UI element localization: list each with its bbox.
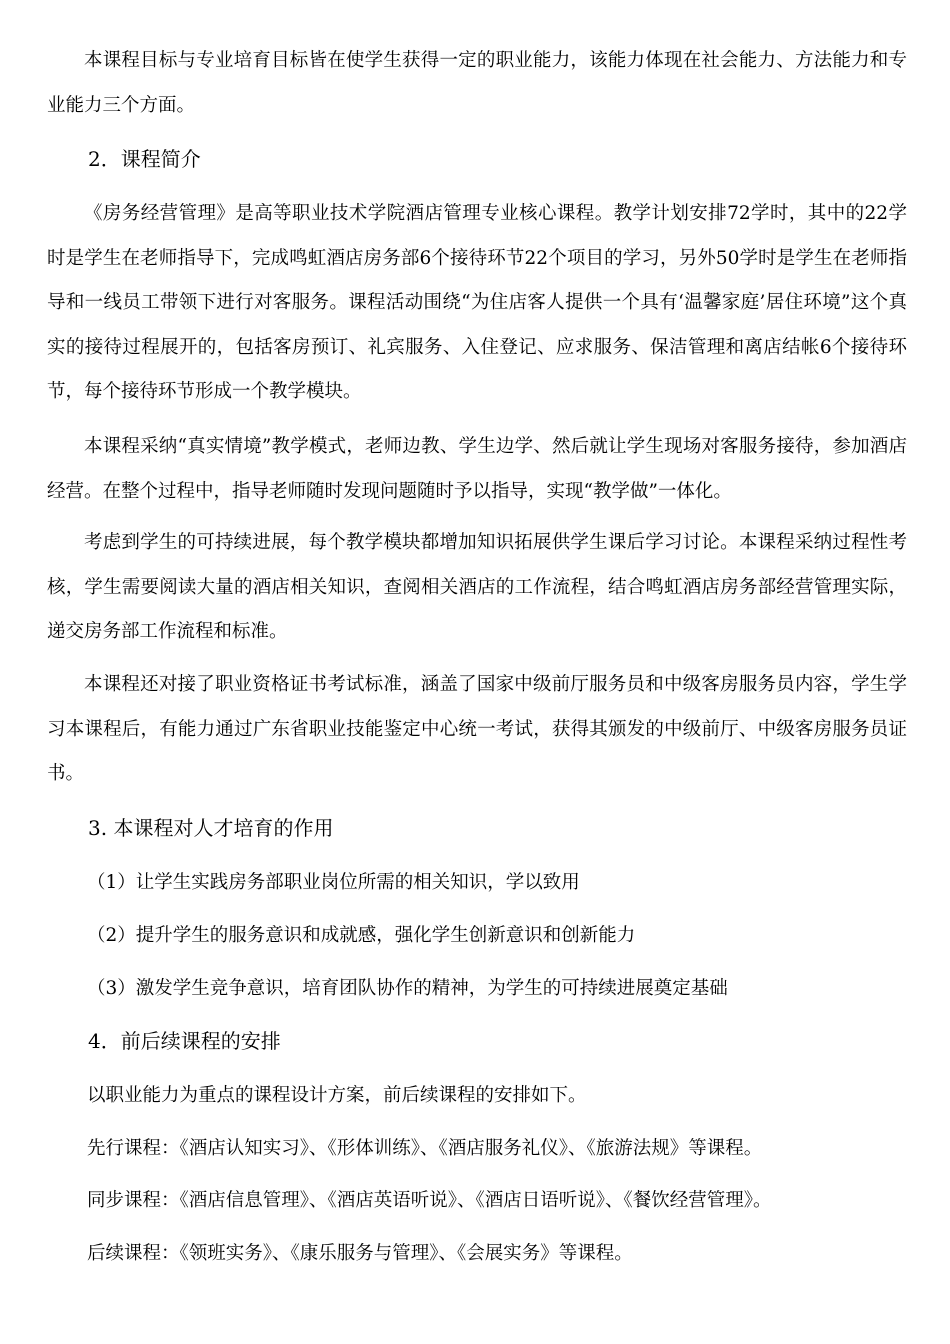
- talent-role-item-1: （1）让学生实践房务部职业岗位所需的相关知识，学以致用: [87, 872, 580, 893]
- section-3-heading: 3. 本课程对人才培育的作用: [88, 816, 334, 840]
- intro-paragraph: 本课程目标与专业培育目标皆在使学生获得一定的职业能力，该能力体现在社会能力、方法能力和专业能力三个方面。: [47, 50, 907, 116]
- talent-role-item-2: （2）提升学生的服务意识和成就感，强化学生创新意识和创新能力: [87, 925, 636, 946]
- course-intro-paragraph-3: 考虑到学生的可持续进展，每个教学模块都增加知识拓展供学生课后学习讨论。本课程采纳过程性考核，学生需要阅读大量的酒店相关知识，查阅相关酒店的工作流程，结合鸣虹酒店房务部经营管理实际，递交房务部工作流程和标准。: [47, 532, 907, 642]
- section-2-heading: 2．课程简介: [88, 147, 201, 171]
- prerequisite-courses: 先行课程：《酒店认知实习》、《形体训练》、《酒店服务礼仪》、《旅游法规》等课程。: [87, 1138, 763, 1159]
- concurrent-courses: 同步课程：《酒店信息管理》、《酒店英语听说》、《酒店日语听说》、《餐饮经营管理》。: [87, 1190, 772, 1211]
- course-intro-paragraph-4: 本课程还对接了职业资格证书考试标准，涵盖了国家中级前厅服务员和中级客房服务员内容，学生学习本课程后，有能力通过广东省职业技能鉴定中心统一考试，获得其颁发的中级前厅、中级客房服务员证书。: [47, 674, 907, 784]
- course-intro-paragraph-1: 《房务经营管理》是高等职业技术学院酒店管理专业核心课程。教学计划安排72学时，其中的22学时是学生在老师指导下，完成鸣虹酒店房务部6个接待环节22个项目的学习，另外50学时是学生在老师指导和一线员工带领下进行对客服务。课程活动围绕“为住店客人提供一个具有‘温馨家庭’居住环境”这个真实的接待过程展开的，包括客房预订、礼宾服务、入住登记、应求服务、保洁管理和离店结帐6个接待环节，每个接待环节形成一个教学模块。: [47, 203, 907, 402]
- course-plan-intro: 以职业能力为重点的课程设计方案，前后续课程的安排如下。: [87, 1085, 587, 1106]
- course-intro-paragraph-2: 本课程采纳“真实情境”教学模式，老师边教、学生边学、然后就让学生现场对客服务接待，参加酒店经营。在整个过程中，指导老师随时发现问题随时予以指导，实现“教学做”一体化。: [47, 436, 907, 502]
- talent-role-item-3: （3）激发学生竞争意识，培育团队协作的精神，为学生的可持续进展奠定基础: [87, 978, 728, 999]
- section-4-heading: 4．前后续课程的安排: [88, 1029, 281, 1053]
- follow-up-courses: 后续课程：《领班实务》、《康乐服务与管理》、《会展实务》等课程。: [87, 1243, 633, 1264]
